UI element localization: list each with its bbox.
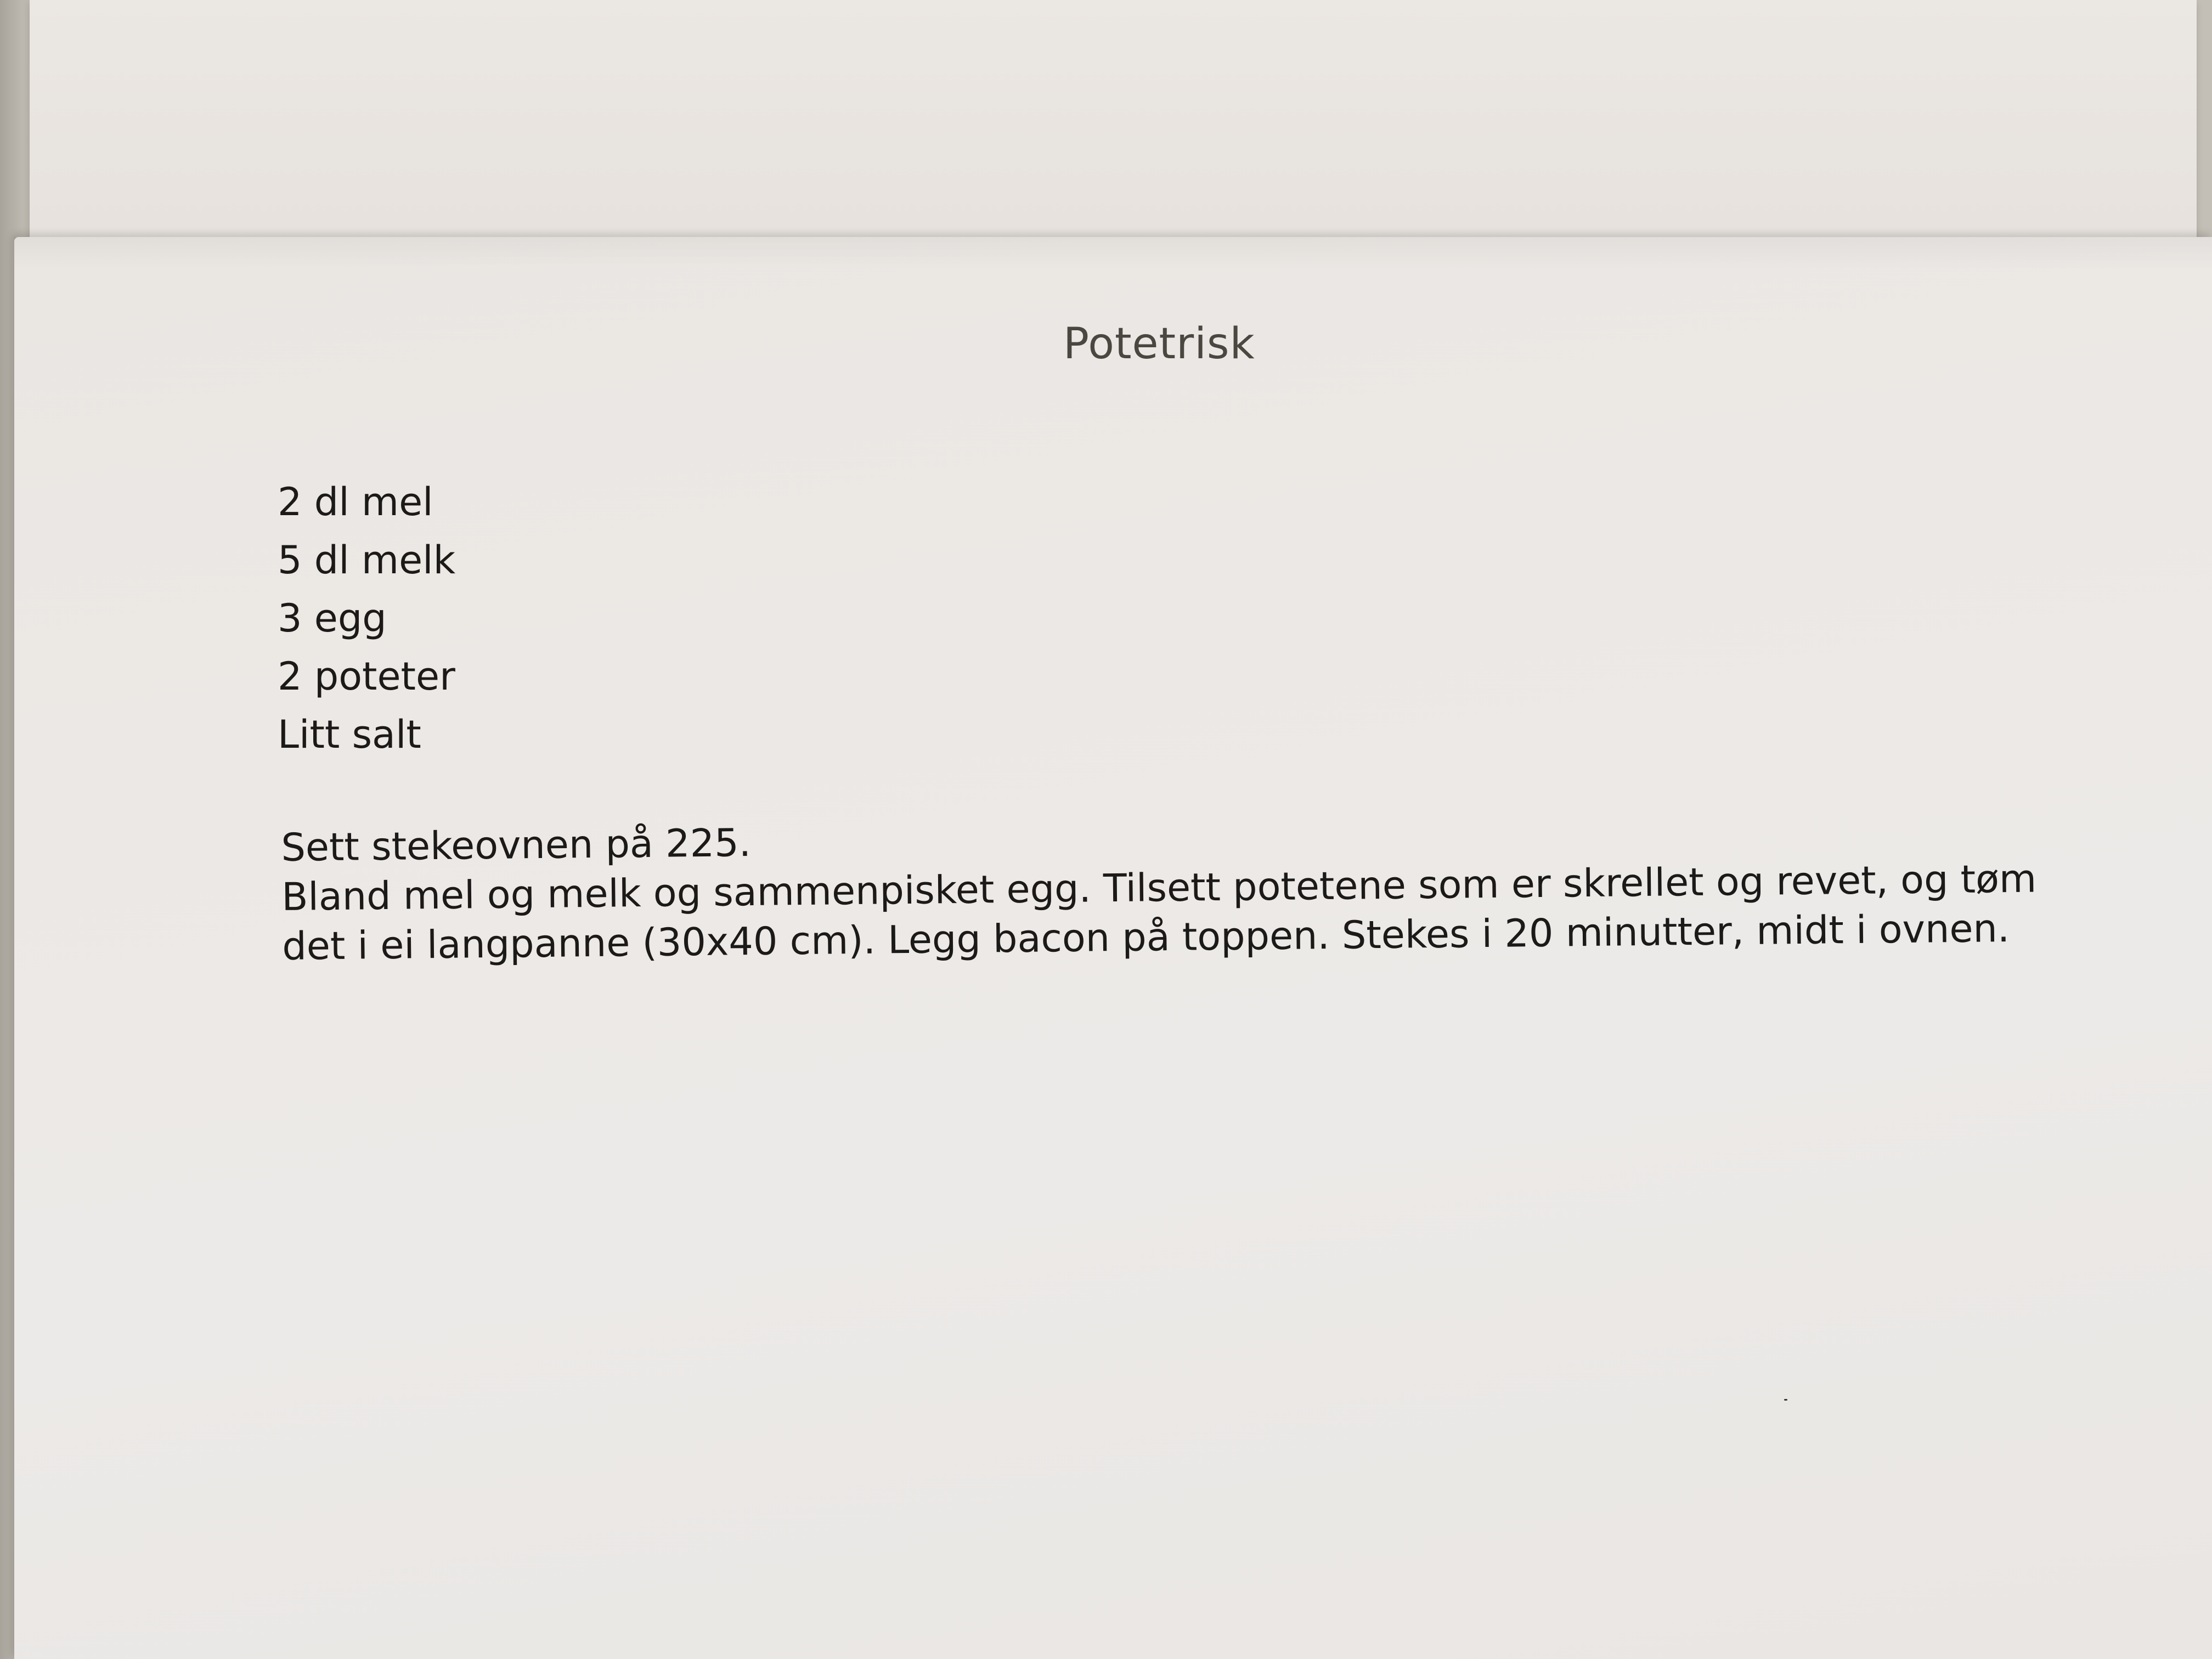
instruction-line-mix: Bland mel og melk og sammenpisket egg. Tilsett potetene som er skrellet og revet, og tøm — [281, 856, 2037, 919]
paper-speck — [1784, 1399, 1787, 1401]
ingredient-item: 2 dl mel — [278, 479, 433, 524]
paper-fold-shadow — [14, 237, 2212, 270]
instruction-line-oven: Sett stekeovnen på 225. — [281, 820, 752, 870]
ingredient-item: Litt salt — [278, 712, 421, 757]
ingredient-list — [278, 473, 455, 764]
instruction-line-bake: det i ei langpanne (30x40 cm). Legg bacon på toppen. Stekes i 20 minutter, midt i ovnen. — [281, 906, 2010, 969]
ingredient-item: 3 egg — [278, 596, 387, 641]
ingredient-item: 2 poteter — [278, 654, 455, 699]
recipe-title: Potetrisk — [1063, 319, 1255, 369]
ingredient-item: 5 dl melk — [278, 538, 456, 583]
recipe-instructions — [281, 805, 2037, 971]
